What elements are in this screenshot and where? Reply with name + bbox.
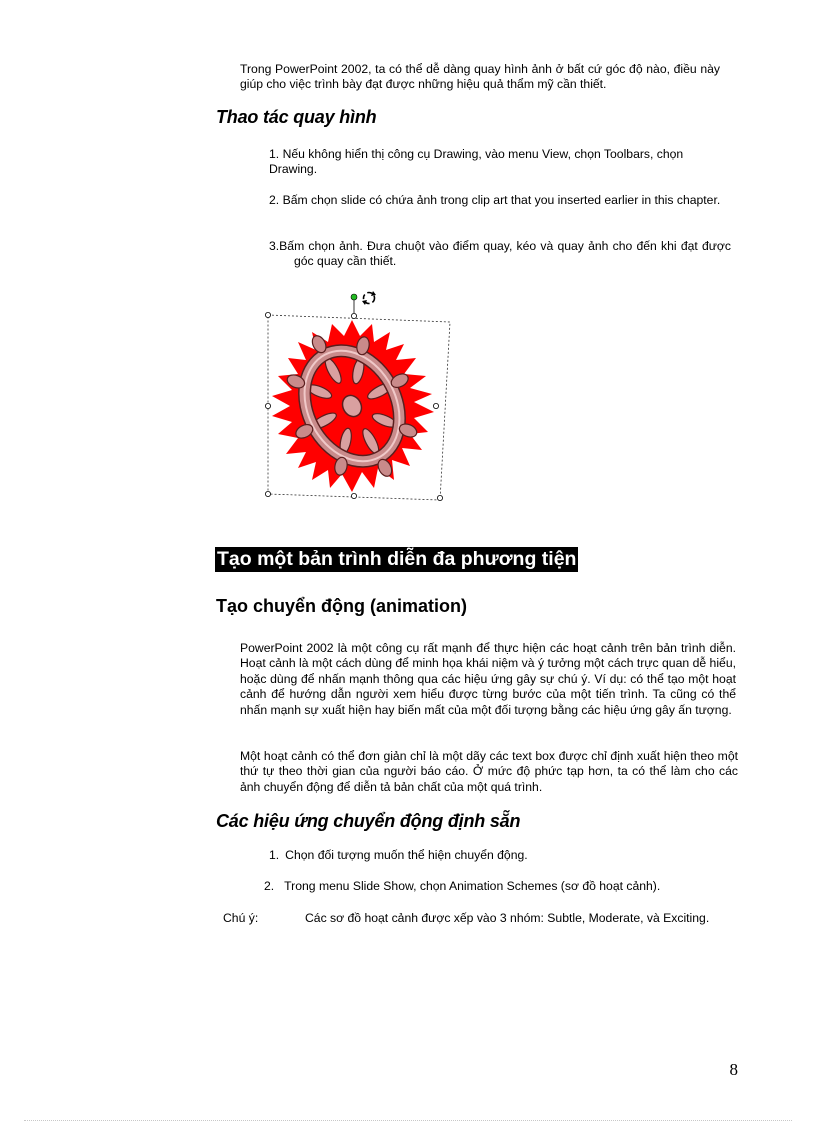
ship-wheel-figure[interactable] [258, 286, 458, 508]
rotate-cursor-icon [362, 291, 376, 305]
step-number: 1. [269, 848, 280, 862]
note-text: Các sơ đồ hoạt cảnh được xếp vào 3 nhóm: Subtle, Moderate, và Exciting. [305, 911, 710, 925]
heading-animation: Tạo chuyển động (animation) [216, 596, 467, 616]
preset-step-1 [269, 848, 729, 863]
step-number: 1. [269, 147, 280, 161]
step-text: Trong menu Slide Show, chọn Animation Schemes (sơ đồ hoạt cảnh). [284, 879, 661, 893]
page-footer-divider [24, 1120, 792, 1121]
step-text: Chọn đối tượng muốn thể hiện chuyển động. [285, 848, 528, 862]
ship-wheel-icon [258, 286, 458, 508]
rotate-step-1 [269, 147, 731, 178]
heading-rotate: Thao tác quay hình [216, 107, 377, 127]
intro-paragraph: Trong PowerPoint 2002, ta có thể dễ dàng quay hình ảnh ở bất cứ góc độ nào, điều này giúp cho việc trình bày đạt được những hiệu quả thẩm mỹ cần thiết. [240, 62, 720, 92]
animation-paragraph-1: PowerPoint 2002 là một công cụ rất mạnh để thực hiện các hoạt cảnh trên bản trình diễn. Hoạt cảnh là một cách dùng để minh họa khái niệm và ý tưởng một cách trực quan dễ hiểu, hoặc dùng để nhấn mạnh thông qua các hiệu ứng gây sự chú ý. Ví dụ: có thể tạo một hoạt cảnh để hướng dẫn người xem hiểu được từng bước của một tiến trình. Ta cũng có thể nhấn mạnh sự xuất hiện hay biến mất của một đối tượng bằng các hiệu ứng gây ấn tượng. [240, 641, 736, 717]
step-number: 3. [269, 239, 280, 253]
preset-step-2 [264, 879, 734, 894]
heading-preset-effects: Các hiệu ứng chuyển động định sẵn [216, 811, 521, 831]
step-number: 2. [269, 193, 280, 207]
step-text: Bấm chọn slide có chứa ảnh trong clip art that you inserted earlier in this chapter. [282, 193, 721, 207]
preset-note [223, 911, 714, 926]
animation-paragraph-2: Một hoạt cảnh có thể đơn giản chỉ là một dãy các text box được chỉ định xuất hiện theo một thứ tự theo thời gian của người báo cáo. Ở mức độ phức tạp hơn, ta có thể làm cho các ảnh chuyển động để diễn tả bản chất của một quá trình. [240, 749, 738, 794]
rotate-step-3 [269, 239, 731, 270]
step-number: 2. [264, 879, 275, 893]
page-number: 8 [729, 1060, 738, 1079]
rotate-step-2 [269, 193, 733, 208]
step-text: Nếu không hiển thị công cụ Drawing, vào menu View, chọn Toolbars, chọn Drawing. [269, 147, 684, 177]
note-label: Chú ý: [223, 911, 259, 925]
heading-multimedia-banner: Tạo một bản trình diễn đa phương tiện [217, 548, 577, 570]
step-text: Bấm chọn ảnh. Đưa chuột vào điểm quay, kéo và quay ảnh cho đến khi đạt được góc quay cần thiết. [279, 239, 731, 269]
